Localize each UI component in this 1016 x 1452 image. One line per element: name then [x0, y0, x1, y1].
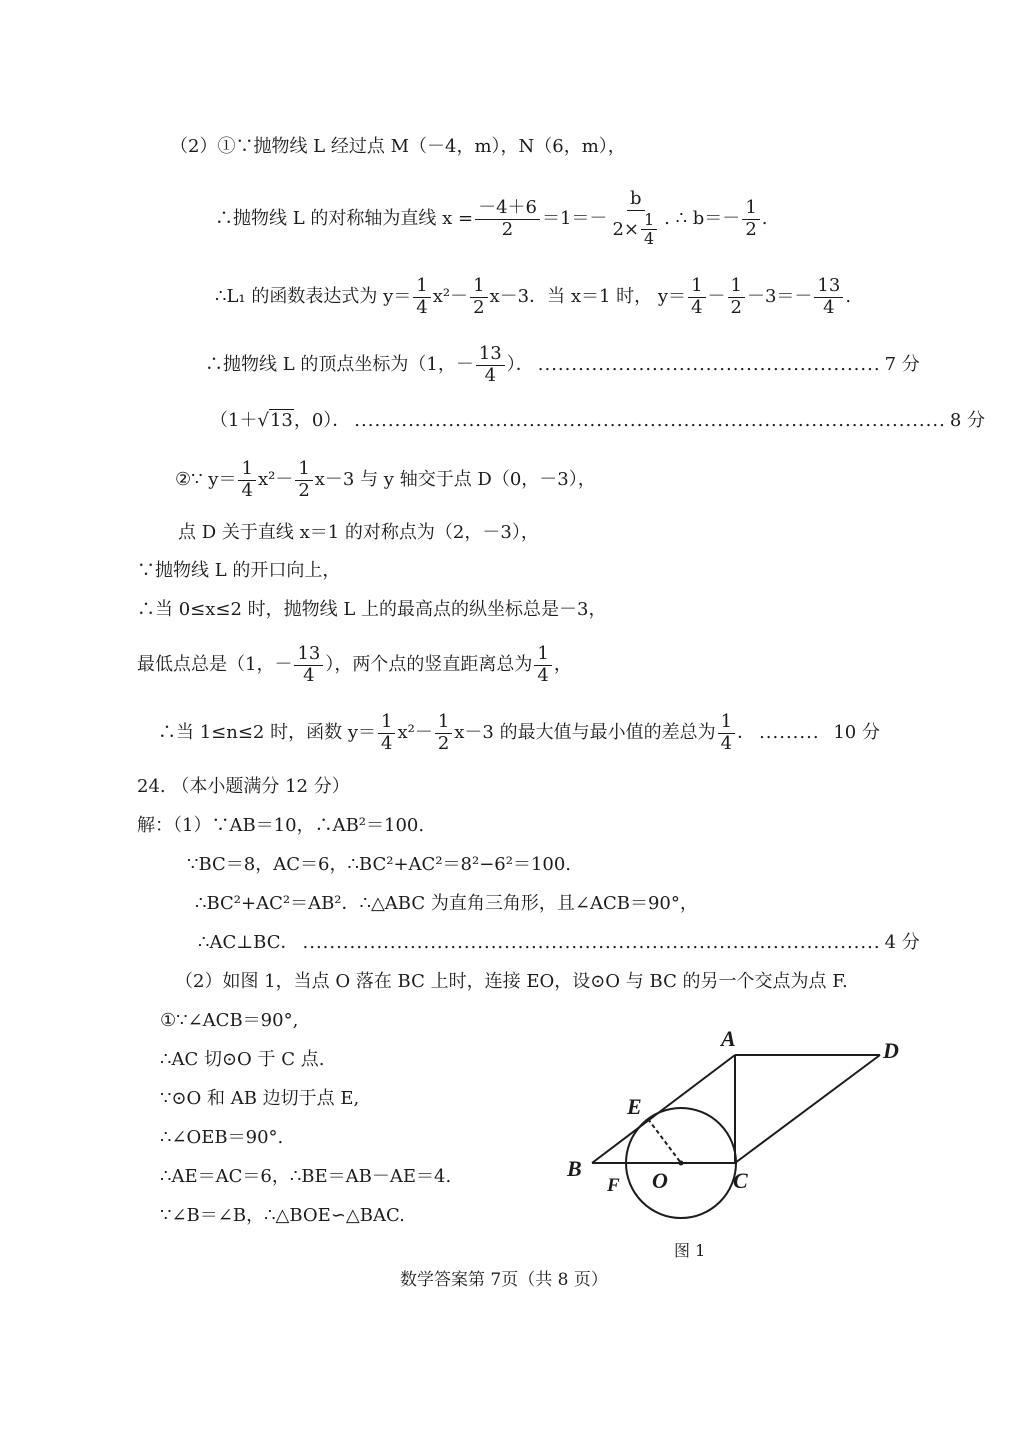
segment-DC	[735, 1055, 880, 1163]
q24-step-9: ∴∠OEB＝90°.	[160, 1127, 284, 1148]
line-axis-of-symmetry: ∴抛物线 L 的对称轴为直线 x = $\frac{-4+6}{2}$ ＝1＝－ b 2× $\frac{1}{4}$ . ∴ b＝－ $\frac{1}{2}$ .	[215, 188, 768, 249]
label-E: E	[627, 1094, 642, 1119]
q24-step-11: ∵∠B＝∠B，∴△BOE∽△BAC.	[160, 1205, 405, 1226]
label-A: A	[721, 1026, 736, 1051]
q24-step-1: 解：（1）∵AB＝10，∴AB²＝100.	[137, 815, 425, 836]
label-D: D	[883, 1038, 899, 1063]
q24-step-2: ∵BC＝8，AC＝6，∴BC²+AC²＝8²−6²＝100.	[187, 854, 572, 875]
line-y-intercept: ②∵ y＝ $\frac{1}{4}$ x²－ $\frac{1}{2}$ x－3 与 y 轴交于点 D（0，－3），	[175, 457, 596, 501]
line-lowest-point: 最低点总是（1，－ $\frac{13}{4}$ ），两个点的竖直距离总为 $\frac{1}{4}$ ，	[137, 642, 572, 686]
page-footer: 数学答案第 7页（共 8 页）	[400, 1270, 608, 1290]
q24-step-3: ∴BC²+AC²＝AB²．∴△ABC 为直角三角形，且∠ACB＝90°，	[195, 893, 698, 914]
q24-step-7: ∴AC 切⊙O 于 C 点.	[160, 1049, 325, 1070]
q24-title: 24. （本小题满分 12 分）	[137, 776, 350, 797]
line-highest-point: ∴当 0≤x≤2 时，抛物线 L 上的最高点的纵坐标总是－3，	[137, 599, 607, 620]
line-intersection: （1＋ √13 ，0）． ........................................................................................ 8 分	[210, 410, 985, 431]
center-point-O	[679, 1161, 684, 1166]
label-O: O	[652, 1168, 668, 1193]
line-function-expression: ∴L₁ 的函数表达式为 y＝ $\frac{1}{4}$ x²－ $\frac{1}{2}$ x－3．当 x＝1 时， y＝ $\frac{1}{4}$ － $\frac{1}{2}$ －3＝－ $\frac{13}{4}$ .	[215, 274, 852, 318]
line-opens-up: ∵抛物线 L 的开口向上，	[137, 560, 341, 581]
label-F: F	[607, 1175, 620, 1196]
line-max-min-difference: ∴当 1≤n≤2 时，函数 y＝ $\frac{1}{4}$ x²－ $\frac{1}{2}$ x－3 的最大值与最小值的差总为 $\frac{1}{4}$ ． ......... 10 分	[158, 710, 880, 754]
line-part2-intro: （2）①∵抛物线 L 经过点 M（－4，m），N（6，m），	[170, 136, 626, 157]
geometry-figure	[555, 1020, 915, 1230]
q24-step-10: ∴AE＝AC＝6，∴BE＝AB－AE＝4.	[160, 1166, 452, 1187]
q24-step-4: ∴AC⊥BC． ...................................................................................... 4 分	[198, 932, 920, 953]
figure-caption: 图 1	[674, 1241, 706, 1260]
q24-step-6: ①∵∠ACB＝90°,	[160, 1010, 299, 1031]
segment-EO	[648, 1119, 681, 1163]
label-C: C	[733, 1168, 748, 1193]
q24-step-8: ∵⊙O 和 AB 边切于点 E,	[160, 1088, 360, 1109]
line-symmetric-point: 点 D 关于直线 x＝1 的对称点为（2，－3），	[178, 522, 539, 543]
segment-BA	[592, 1055, 735, 1163]
label-B: B	[567, 1156, 582, 1181]
line-vertex: ∴抛物线 L 的顶点坐标为（1，－ $\frac{13}{4}$ ）． ................................................... 7 分	[205, 342, 920, 386]
q24-step-5: （2）如图 1，当点 O 落在 BC 上时，连接 EO，设⊙O 与 BC 的另一个交点为点 F.	[175, 971, 848, 992]
